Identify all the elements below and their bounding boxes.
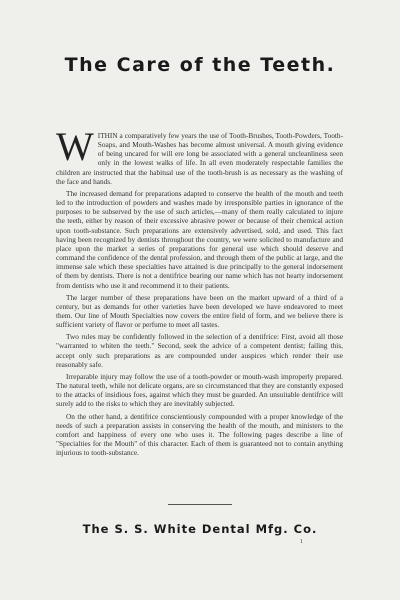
page-number: 1 [300,539,303,545]
company-name: The S. S. White Dental Mfg. Co. [82,522,318,536]
paragraph-1 [56,124,343,186]
paragraph-6: On the other hand, a dentifrice conscientiously compounded with a proper knowledge of the needs of such a preparation assists in conserving the health of the mouth, and ministers to the comfort and happiness of every one who uses it. The following pages describe a line of "Specialties for the Mouth" of this character. Each of them is guaranteed not to contain anything injurious to tooth-substance. [56,411,343,458]
divider-rule [168,504,232,505]
page-title: The Care of the Teeth. [64,54,336,76]
paragraph-1-text: ITHIN a comparatively few years the use of Tooth-Brushes, Tooth-Powders, Tooth-Soaps, and Mouth-Washes has become almost universal. A mouth giving evidence of being uncared for will ere long be associated with a general uncleanliness seen only in the lowest walks of life. In all even moderately respectable families the children are instructed that the habitual use of the tooth-brush is as necessary as the washing of the face and hands. [56,131,343,186]
paragraph-5: Irreparable injury may follow the use of a tooth-powder or mouth-wash improperly prepared. The natural teeth, while not delicate organs, are so circumstanced that they are constantly exposed to the attacks of insidious foes, against which they must be guarded. An unsuitable dentifrice will surely add to the risks to which they are inevitably subjected. [56,371,343,409]
paragraph-3: The larger number of these preparations have been on the market upward of a third of a century, but as demands for other varieties have been developed we have endeavored to meet them. Our line of Mouth Specialties now covers the entire field of form, and we believe there is sufficient variety of flavor or perfume to meet all tastes. [56,292,343,330]
article-body [56,124,343,460]
paragraph-4: Two rules may be confidently followed in the selection of a dentifrice: First, avoid all those "warranted to whiten the teeth." Second, seek the advice of a competent dentist; failing this, accept only such preparations as are compounded under auspices which render their use reasonably safe. [56,332,343,369]
paragraph-2: The increased demand for preparations adapted to conserve the health of the mouth and teeth led to the introduction of powders and washes made by irresponsible parties in ignorance of the purposes to be subserved by the use of such articles,—many of them really calculated to injure the teeth, either by reason of their excessive abrasive power or because of their chemical action upon tooth-substance. Such preparations are extensively advertised, sold, and used. This fact having been recognized by dentists throughout the country, we were solicited to manufacture and place upon the market a series of preparations for general use which should deserve and command the confidence of the dental profession, and through them of the public at large, and the immense sale which these specialties have attained is due principally to the general indorsement of them by dentists. There is not a dentifrice bearing our name which has not hearty indorsement from dentists who use it and recommend it to their patients. [56,188,343,290]
drop-cap: W [56,124,94,169]
